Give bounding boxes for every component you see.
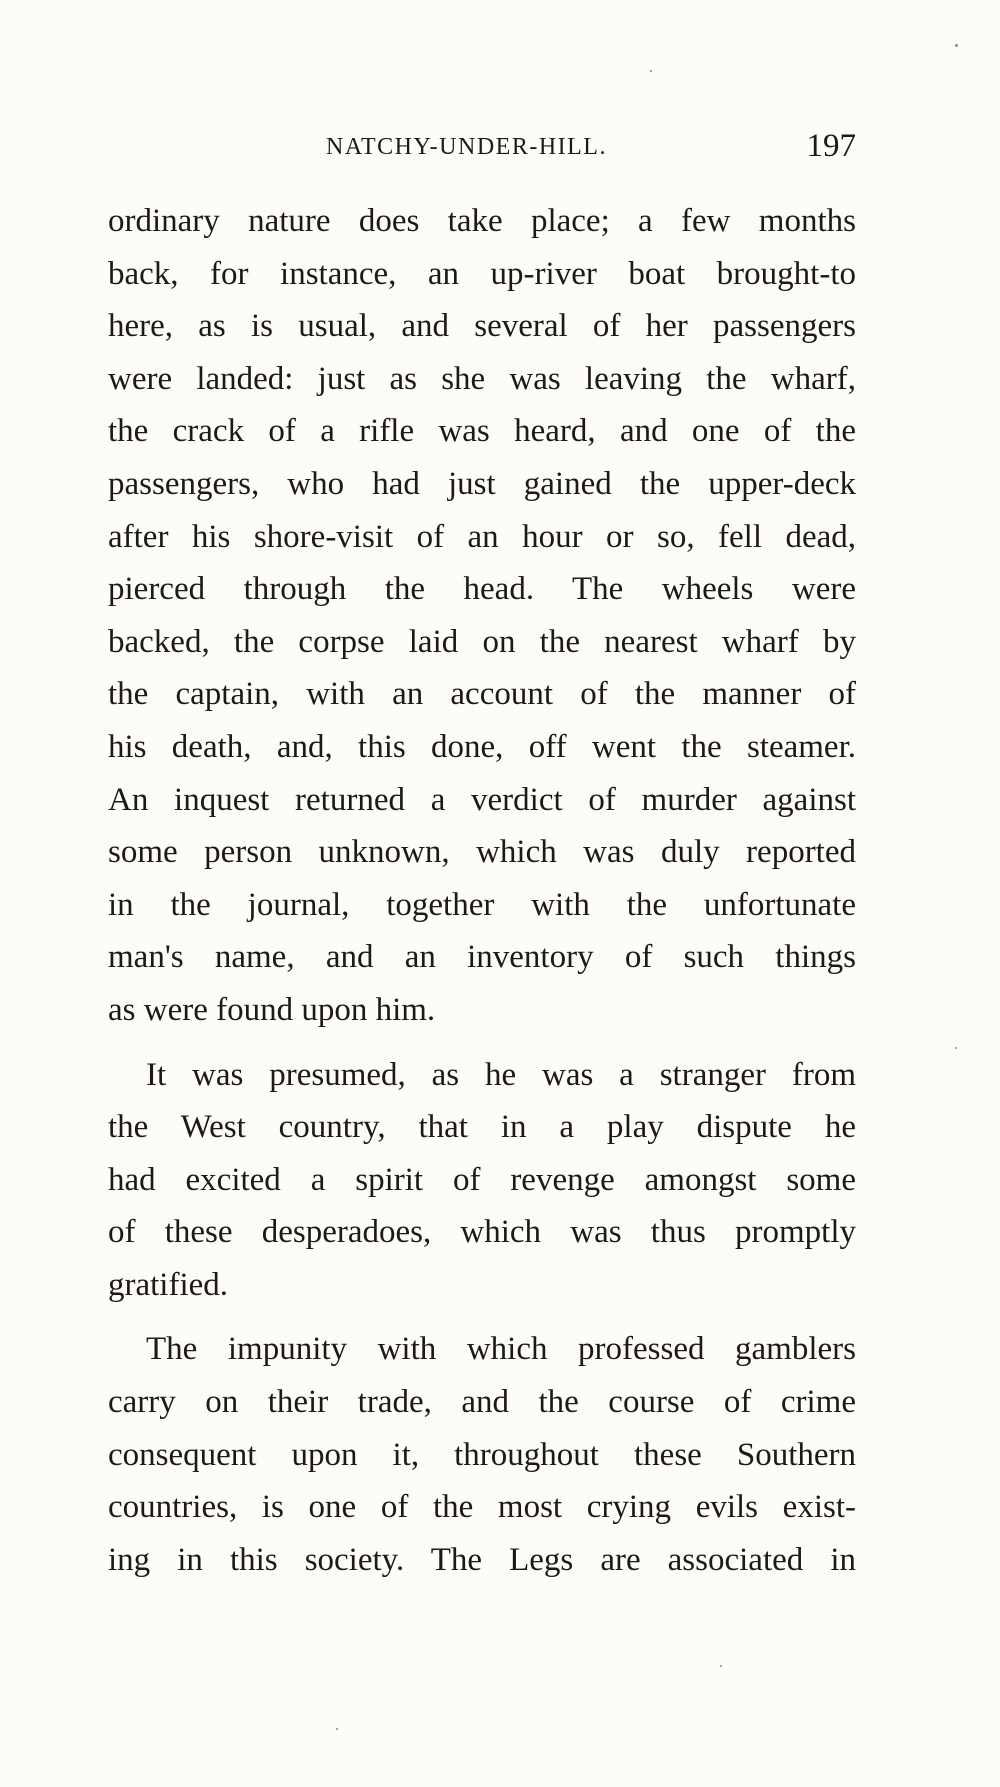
- running-title: NATCHY-UNDER-HILL.: [326, 134, 607, 160]
- text-line: some person unknown, which was duly reported: [108, 834, 856, 871]
- paper-speck: [955, 44, 958, 47]
- text-line: back, for instance, an up-river boat brought-to: [108, 255, 856, 292]
- paragraph-3: [108, 1323, 856, 1586]
- text-line: It was presumed, as he was a stranger from: [146, 1056, 856, 1093]
- text-line: of these desperadoes, which was thus promptly: [108, 1214, 856, 1251]
- paper-speck: [650, 70, 652, 72]
- text-line: in the journal, together with the unfortunate: [108, 886, 856, 923]
- text-line: had excited a spirit of revenge amongst some: [108, 1161, 856, 1198]
- text-line: the captain, with an account of the manner of: [108, 676, 856, 713]
- text-line: as were found upon him.: [108, 991, 436, 1028]
- text-line: the West country, that in a play dispute he: [108, 1109, 856, 1146]
- page-number: 197: [806, 128, 856, 164]
- text-line: here, as is usual, and several of her passengers: [108, 308, 856, 345]
- text-line: after his shore-visit of an hour or so, fell dead,: [108, 518, 856, 555]
- text-line: gratified.: [108, 1266, 229, 1303]
- text-line: man's name, and an inventory of such things: [108, 939, 856, 976]
- text-line: were landed: just as she was leaving the wharf,: [108, 360, 856, 397]
- text-line: consequent upon it, throughout these Southern: [108, 1436, 856, 1473]
- text-line: The impunity with which professed gamblers: [146, 1331, 856, 1368]
- paragraph-gap: [108, 1037, 856, 1049]
- text-line: passengers, who had just gained the upper-deck: [108, 465, 856, 502]
- paragraph-2: [108, 1049, 856, 1312]
- text-line: ing in this society. The Legs are associated in: [108, 1541, 856, 1578]
- text-line: pierced through the head. The wheels were: [108, 571, 856, 608]
- paragraph-gap: [108, 1311, 856, 1323]
- paper-speck: [955, 1047, 957, 1049]
- text-line: backed, the corpse laid on the nearest wharf by: [108, 623, 856, 660]
- running-head: [108, 128, 856, 168]
- text-line: carry on their trade, and the course of crime: [108, 1384, 856, 1421]
- paragraph-1: [108, 195, 856, 1037]
- body-text: [108, 195, 856, 1586]
- text-line: the crack of a rifle was heard, and one of the: [108, 413, 856, 450]
- text-line: An inquest returned a verdict of murder against: [108, 781, 856, 818]
- paper-speck: [336, 1728, 338, 1730]
- text-line: his death, and, this done, off went the steamer.: [108, 728, 856, 765]
- text-line: countries, is one of the most crying evils exist-: [108, 1489, 856, 1526]
- paper-speck: [720, 1665, 722, 1667]
- text-line: ordinary nature does take place; a few months: [108, 203, 856, 239]
